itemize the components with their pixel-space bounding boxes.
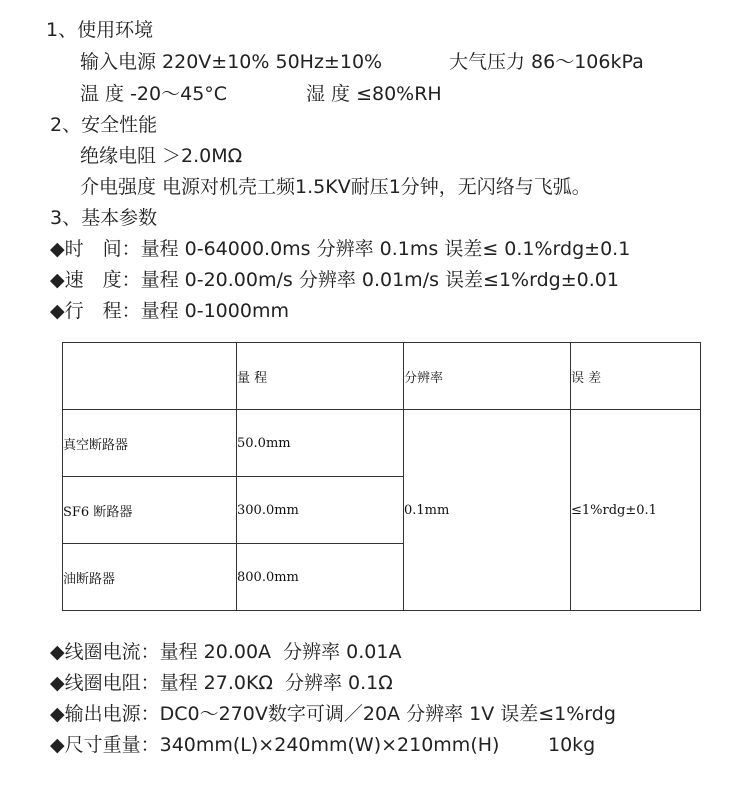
env-pressure-line: 大气压力 86～106kPa (449, 51, 644, 73)
table-header-row (63, 343, 701, 410)
breaker-range-cell: 300.0mm (237, 477, 404, 544)
breaker-name-cell: SF6 断路器 (63, 477, 237, 544)
coil-current-line: ◆线圈电流：量程 20.00A 分辨率 0.01A (50, 641, 402, 663)
safety-dielectric-line: 介电强度 电源对机壳工频1.5KV耐压1分钟，无闪络与飞弧。 (80, 176, 591, 198)
breaker-name-cell: 真空断路器 (63, 410, 237, 477)
coil-resistance-line: ◆线圈电阻：量程 27.0KΩ 分辨率 0.1Ω (50, 672, 393, 694)
weight-value: 10kg (548, 734, 596, 756)
resolution-cell: 0.1mm (404, 410, 571, 611)
env-temperature-line: 温 度 -20～45°C (80, 83, 228, 105)
params-speed-line: ◆速 度：量程 0-20.00m/s 分辨率 0.01m/s 误差≤1%rdg±0.01 (50, 269, 619, 291)
header-cell-resolution: 分辨率 (404, 343, 571, 410)
breaker-name-cell: 油断路器 (63, 544, 237, 611)
breaker-range-cell: 800.0mm (237, 544, 404, 611)
dimensions-line: ◆尺寸重量：340mm(L)×240mm(W)×210mm(H) (50, 734, 500, 756)
header-cell-error: 误 差 (571, 343, 701, 410)
breaker-range-cell: 50.0mm (237, 410, 404, 477)
safety-heading: 2、安全性能 (50, 114, 158, 136)
env-humidity-line: 湿 度 ≤80%RH (306, 83, 442, 105)
safety-insulation-line: 绝缘电阻 ＞2.0MΩ (80, 145, 243, 167)
params-travel-line: ◆行 程：量程 0-1000mm (50, 300, 289, 322)
params-heading: 3、基本参数 (50, 207, 158, 229)
spec-table (62, 342, 701, 611)
env-power-line: 输入电源 220V±10% 50Hz±10% (80, 51, 383, 73)
error-cell: ≤1%rdg±0.1 (571, 410, 701, 611)
params-time-line: ◆时 间：量程 0-64000.0ms 分辨率 0.1ms 误差≤ 0.1%rdg±0.1 (50, 238, 631, 260)
header-cell-range: 量 程 (237, 343, 404, 410)
table-row (63, 410, 701, 477)
output-power-line: ◆输出电源：DC0～270V数字可调／20A 分辨率 1V 误差≤1%rdg (50, 703, 616, 725)
header-cell-blank (63, 343, 237, 410)
env-heading: 1、使用环境 (46, 19, 154, 41)
